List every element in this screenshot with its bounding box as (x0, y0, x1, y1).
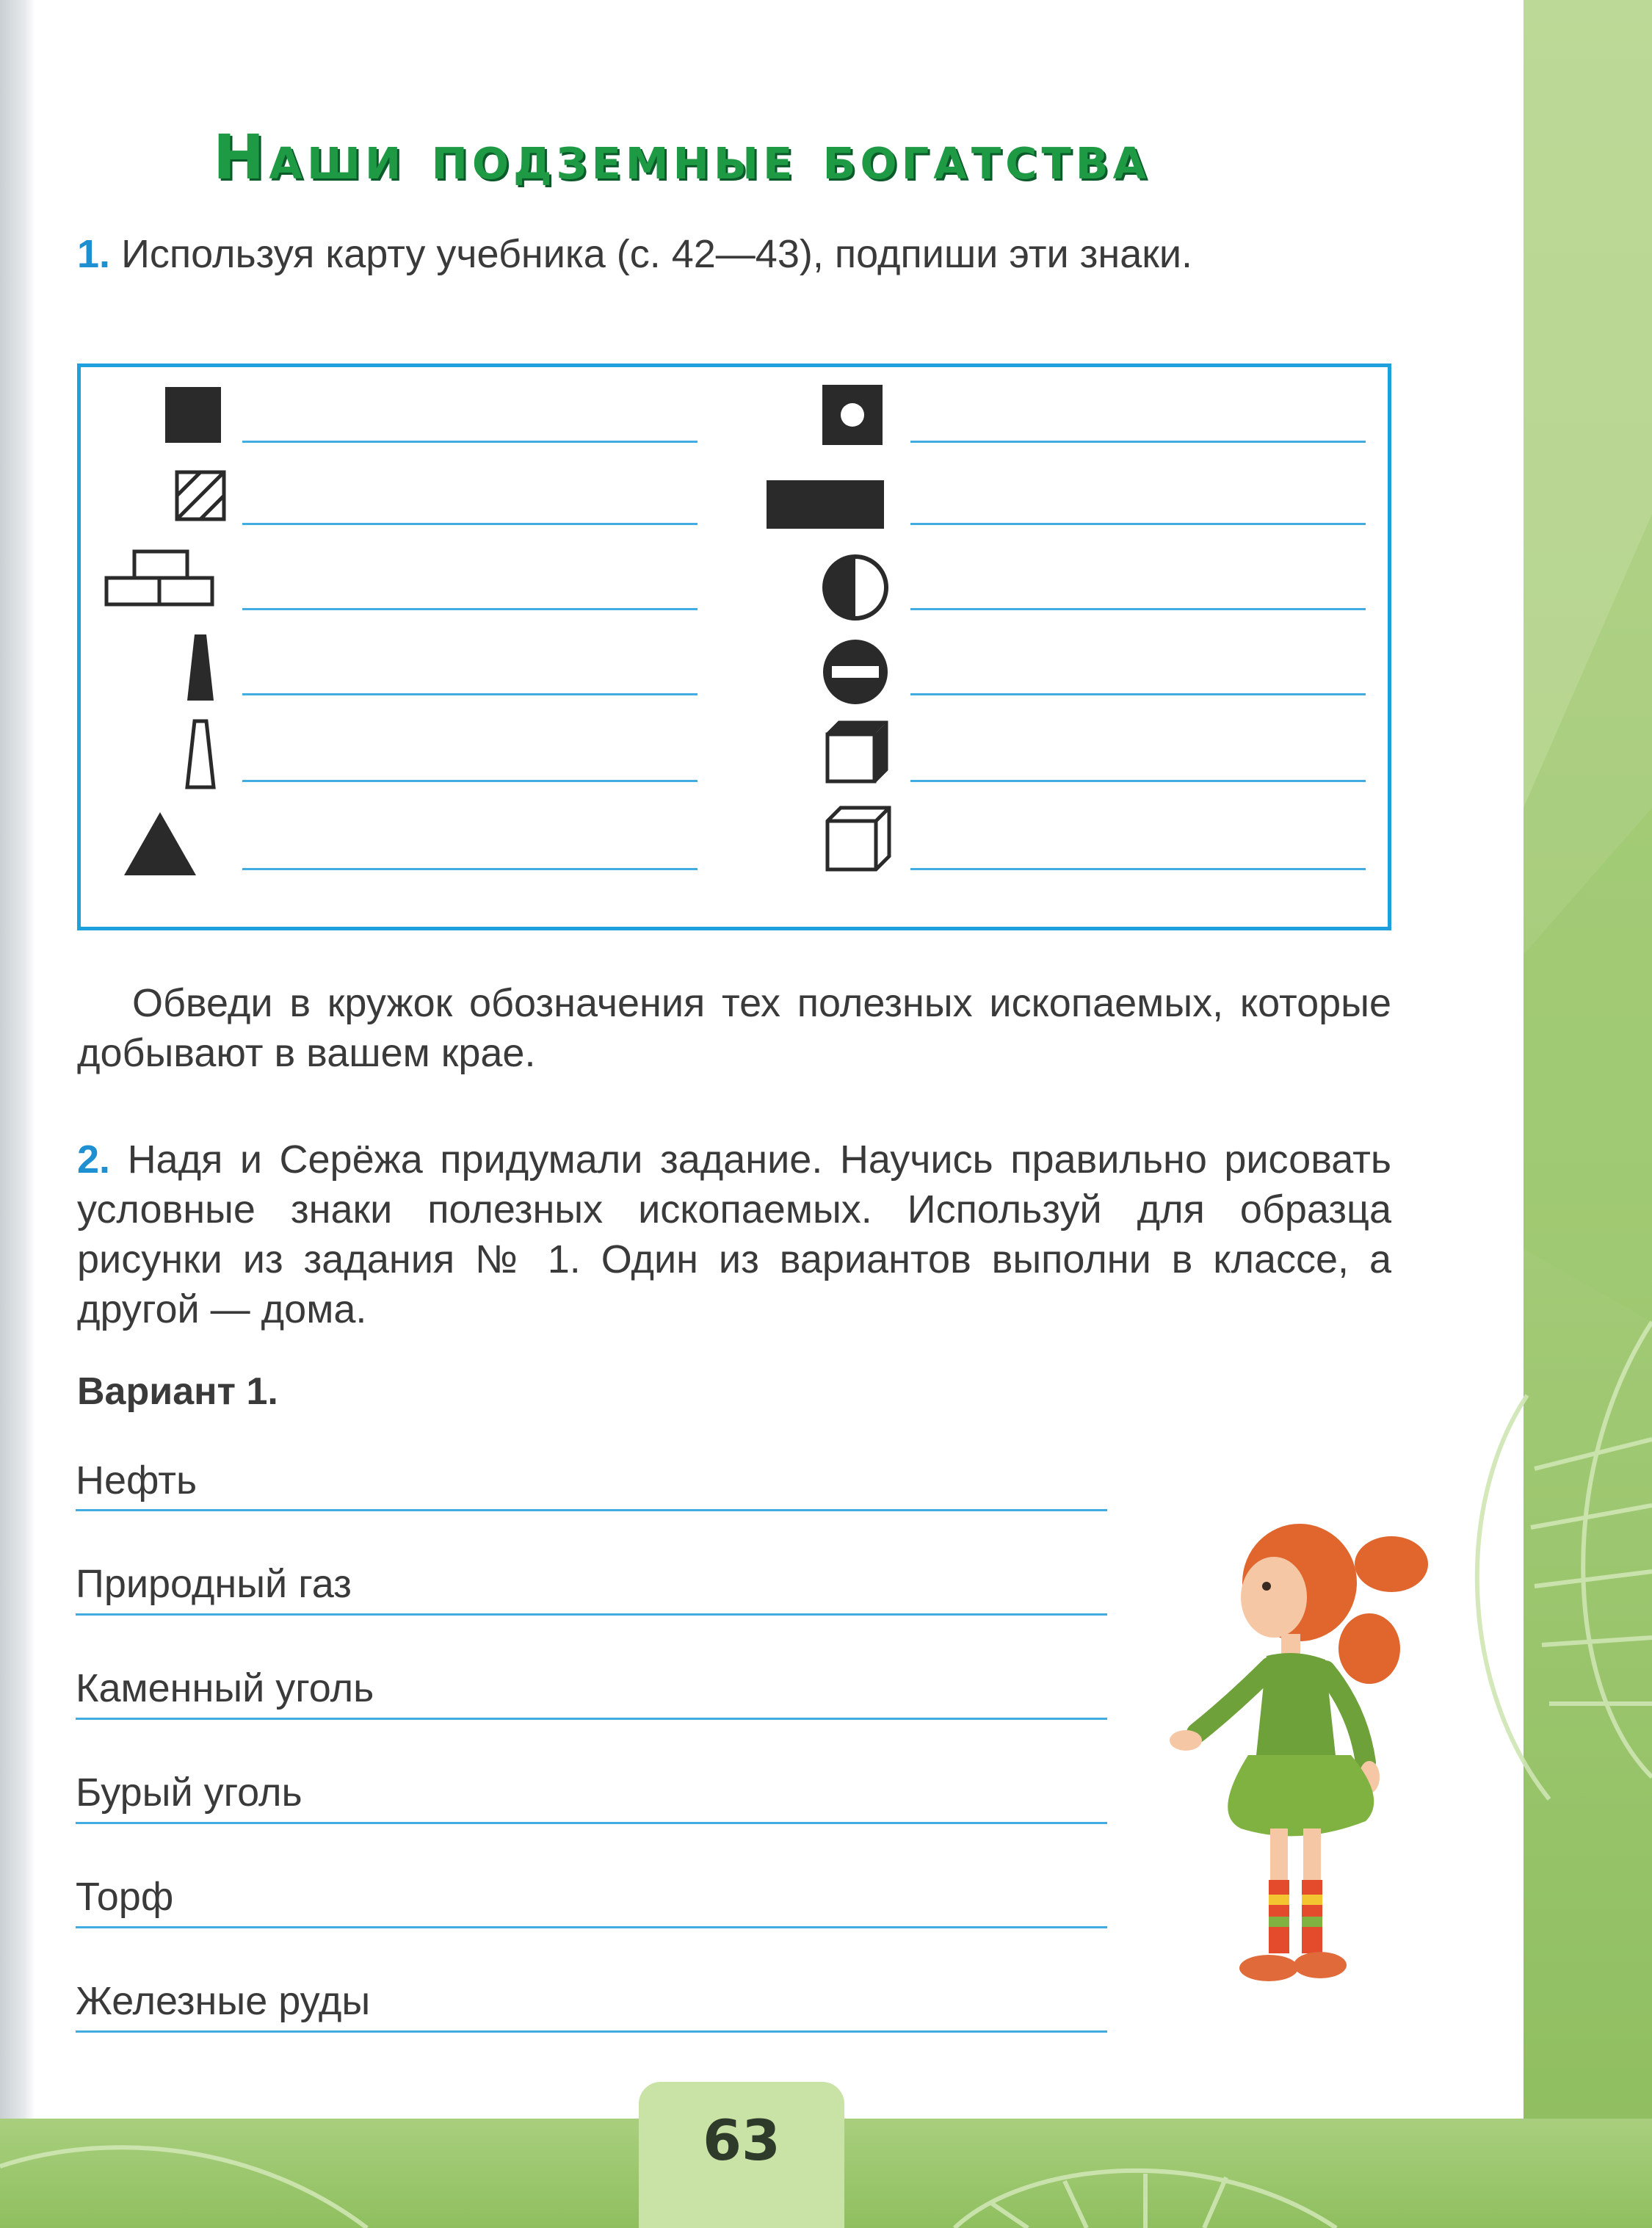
tall-trapezoid-filled-icon (128, 632, 253, 705)
variant-item-label: Торф (76, 1875, 174, 1919)
answer-line[interactable] (910, 868, 1366, 870)
answer-line[interactable] (910, 693, 1366, 695)
drawing-line[interactable] (76, 1822, 1107, 1824)
page-title: Наши подземные богатства (213, 121, 1151, 193)
answer-line[interactable] (242, 693, 698, 695)
variant-item-label: Нефть (76, 1458, 198, 1502)
answer-line[interactable] (242, 780, 698, 782)
hatched-square-icon (128, 466, 253, 525)
variant-item-label: Каменный уголь (76, 1666, 374, 1710)
square-with-dot-icon (778, 380, 896, 446)
answer-line[interactable] (242, 523, 698, 525)
task2-text: Надя и Серёжа придумали задание. Научись правильно рисовать условные знаки полезных ископаемых. Используй для образца рисунки из задания № 1. Один из вариантов выполни в классе, а другой — дома. (77, 1137, 1391, 1331)
tall-trapezoid-outline-icon (128, 718, 253, 792)
variant-item-label: Бурый уголь (76, 1771, 302, 1815)
answer-line[interactable] (910, 523, 1366, 525)
drawing-line[interactable] (76, 1613, 1107, 1616)
answer-line[interactable] (242, 868, 698, 870)
variant-item-label: Природный газ (76, 1562, 352, 1606)
cube-filled-face-icon (782, 718, 899, 799)
task2-instruction (77, 1135, 1391, 1334)
page-number: 63 (703, 2108, 780, 2173)
circle-with-bar-icon (782, 635, 899, 709)
bricks-icon (99, 547, 231, 617)
variant-title: Вариант 1. (77, 1370, 278, 1413)
legend-symbols-frame (77, 364, 1391, 930)
task1-instruction (77, 229, 1391, 279)
iron-ore-square-icon (128, 386, 253, 444)
drawing-line[interactable] (76, 1926, 1107, 1928)
girl-illustration (1145, 1520, 1454, 2005)
drawing-line[interactable] (76, 1718, 1107, 1720)
task1-followup: Обведи в кружок обозначения тех полезных ископаемых, которые добывают в вашем крае. (77, 981, 1391, 1075)
cube-outline-icon (782, 803, 899, 884)
variant-item-label: Железные руды (76, 1979, 371, 2023)
drawing-line[interactable] (76, 2030, 1107, 2033)
drawing-line[interactable] (76, 1509, 1107, 1511)
wide-rectangle-icon (756, 477, 903, 536)
triangle-filled-icon (114, 808, 239, 881)
half-circle-icon (782, 551, 899, 624)
answer-line[interactable] (242, 441, 698, 443)
task2-number: 2. (77, 1137, 111, 1182)
task1-text: Используя карту учебника (с. 42—43), подпиши эти знаки. (121, 232, 1193, 276)
answer-line[interactable] (910, 441, 1366, 443)
answer-line[interactable] (910, 780, 1366, 782)
task1-number: 1. (77, 232, 111, 276)
answer-line[interactable] (910, 608, 1366, 610)
answer-line[interactable] (242, 608, 698, 610)
